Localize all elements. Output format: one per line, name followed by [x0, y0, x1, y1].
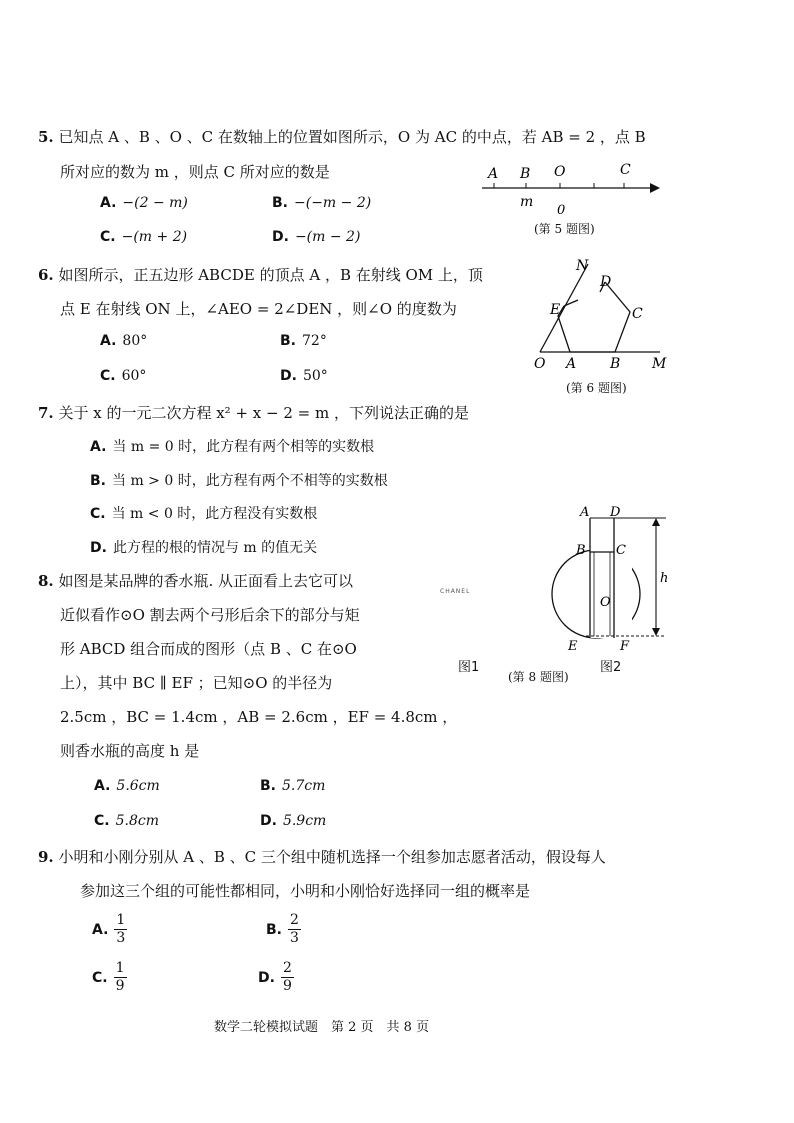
q8-option-d[interactable]: D. 5.9cm: [260, 813, 327, 829]
number-line-arrow: [650, 183, 660, 193]
q5-number: 5.: [38, 128, 54, 146]
q5-figure-caption: (第 5 题图): [534, 222, 595, 236]
q7-number: 7.: [38, 404, 54, 422]
q9-option-b[interactable]: B. $\frac{2}{3}$: [266, 912, 299, 946]
label-c: C: [620, 162, 631, 178]
q8-stem-line6: 则香水瓶的高度 h 是: [60, 742, 200, 760]
label-m: m: [520, 194, 534, 210]
q8-bottle-figure: [548, 500, 678, 660]
page-footer: 数学二轮模拟试题 第 2 页 共 8 页: [214, 1020, 430, 1035]
q7-stem: 关于 x 的一元二次方程 x² + x − 2 = m ，下列说法正确的是: [58, 404, 469, 422]
label-m: M: [652, 356, 667, 372]
pentagon-sides: [570, 282, 630, 352]
q8-figure-caption: (第 8 题图): [508, 670, 569, 684]
label-b: B: [520, 166, 531, 182]
q8-option-a[interactable]: A. 5.6cm: [94, 778, 160, 794]
label-e: E: [550, 302, 561, 318]
label-o: O: [600, 595, 611, 610]
label-zero: 0: [557, 203, 566, 218]
q6-option-c[interactable]: C. 60°: [100, 368, 147, 384]
q9-option-c-fraction: $\frac{1}{9}$: [115, 960, 125, 994]
q5-option-b[interactable]: B. −(−m − 2): [272, 195, 372, 211]
label-f: F: [620, 639, 630, 654]
q5-option-d[interactable]: D. −(m − 2): [272, 229, 361, 245]
q6-line1: [38, 264, 483, 285]
q5-number-line-figure: [474, 158, 664, 218]
q8-stem-line2: 近似看作⊙O 割去两个弓形后余下的部分与矩: [60, 606, 360, 624]
q5-option-a[interactable]: A. −(2 − m): [100, 195, 188, 211]
label-a: A: [488, 166, 499, 182]
label-d: D: [600, 274, 612, 290]
q7-option-c[interactable]: C. 当 m < 0 时，此方程没有实数根: [90, 506, 318, 522]
q9-stem-line1: 小明和小刚分别从 A 、B 、C 三个组中随机选择一个组参加志愿者活动，假设每人: [58, 848, 606, 866]
q9-option-a[interactable]: A. $\frac{1}{3}$: [92, 912, 126, 946]
label-c: C: [616, 543, 626, 558]
q6-number: 6.: [38, 266, 54, 284]
q7-line1: [38, 402, 469, 423]
q6-stem-line2: 点 E 在射线 ON 上，∠AEO = 2∠DEN ，则∠O 的度数为: [60, 300, 457, 318]
q9-number: 9.: [38, 848, 54, 866]
label-a: A: [580, 505, 590, 520]
q8-stem-line4: 上），其中 BC ∥ EF ；已知⊙O 的半径为: [60, 674, 333, 692]
height-arrow-bottom: [652, 628, 660, 636]
q6-stem-line1: 如图所示，正五边形 ABCDE 的顶点 A ，B 在射线 OM 上，顶: [58, 266, 483, 284]
label-b: B: [610, 356, 621, 372]
q7-option-d[interactable]: D. 此方程的根的情况与 m 的值无关: [90, 540, 318, 556]
q8-stem-line5: 2.5cm ，BC = 1.4cm ，AB = 2.6cm ，EF = 4.8cm ，: [60, 708, 458, 726]
q6-figure-caption: (第 6 题图): [566, 381, 627, 395]
q7-option-b[interactable]: B. 当 m > 0 时，此方程有两个不相等的实数根: [90, 473, 388, 489]
q9-option-c[interactable]: C. $\frac{1}{9}$: [92, 960, 125, 994]
q5-line1: [38, 126, 646, 147]
q6-option-d[interactable]: D. 50°: [280, 368, 328, 384]
q7-option-a[interactable]: A. 当 m = 0 时，此方程有两个相等的实数根: [90, 439, 375, 455]
q8-option-b[interactable]: B. 5.7cm: [260, 778, 326, 794]
q8-number: 8.: [38, 572, 54, 590]
height-arrow-top: [652, 518, 660, 526]
q9-option-d[interactable]: D. $\frac{2}{9}$: [258, 960, 292, 994]
q8-option-c[interactable]: C. 5.8cm: [94, 813, 159, 829]
label-b: B: [576, 543, 586, 558]
ray-on: [540, 264, 588, 352]
q9-option-d-fraction: $\frac{2}{9}$: [282, 960, 292, 994]
q6-option-b[interactable]: B. 72°: [280, 333, 327, 349]
q9-option-a-fraction: $\frac{1}{3}$: [116, 912, 126, 946]
q8-stem-line1: 如图是某品牌的香水瓶. 从正面看上去它可以: [58, 572, 353, 590]
q6-pentagon-figure: [520, 250, 680, 375]
q8-fig1-label: 图1: [458, 660, 480, 675]
label-o: O: [534, 356, 546, 372]
q8-brand-text: CHANEL: [440, 588, 471, 595]
q6-option-a[interactable]: A. 80°: [100, 333, 148, 349]
q9-option-b-fraction: $\frac{2}{3}$: [290, 912, 299, 946]
q9-stem-line2: 参加这三个组的可能性都相同，小明和小刚恰好选择同一组的概率是: [80, 882, 531, 900]
q5-stem-line1: 已知点 A 、B 、O 、C 在数轴上的位置如图所示，O 为 AC 的中点，若 AB = 2 ，点 B: [58, 128, 646, 146]
label-d: D: [610, 505, 621, 520]
label-n: N: [576, 258, 589, 274]
label-o: O: [554, 164, 566, 180]
label-e: E: [568, 639, 578, 654]
q5-option-c[interactable]: C. −(m + 2): [100, 229, 188, 245]
q8-fig2-label: 图2: [600, 660, 622, 675]
label-c: C: [632, 306, 643, 322]
q8-stem-line3: 形 ABCD 组合而成的图形（点 B 、C 在⊙O: [60, 640, 357, 658]
q8-line1: [38, 570, 353, 591]
q9-line1: [38, 846, 606, 867]
label-h: h: [660, 571, 669, 586]
label-a: A: [566, 356, 577, 372]
q5-stem-line2: 所对应的数为 m ，则点 C 所对应的数是: [60, 163, 330, 181]
